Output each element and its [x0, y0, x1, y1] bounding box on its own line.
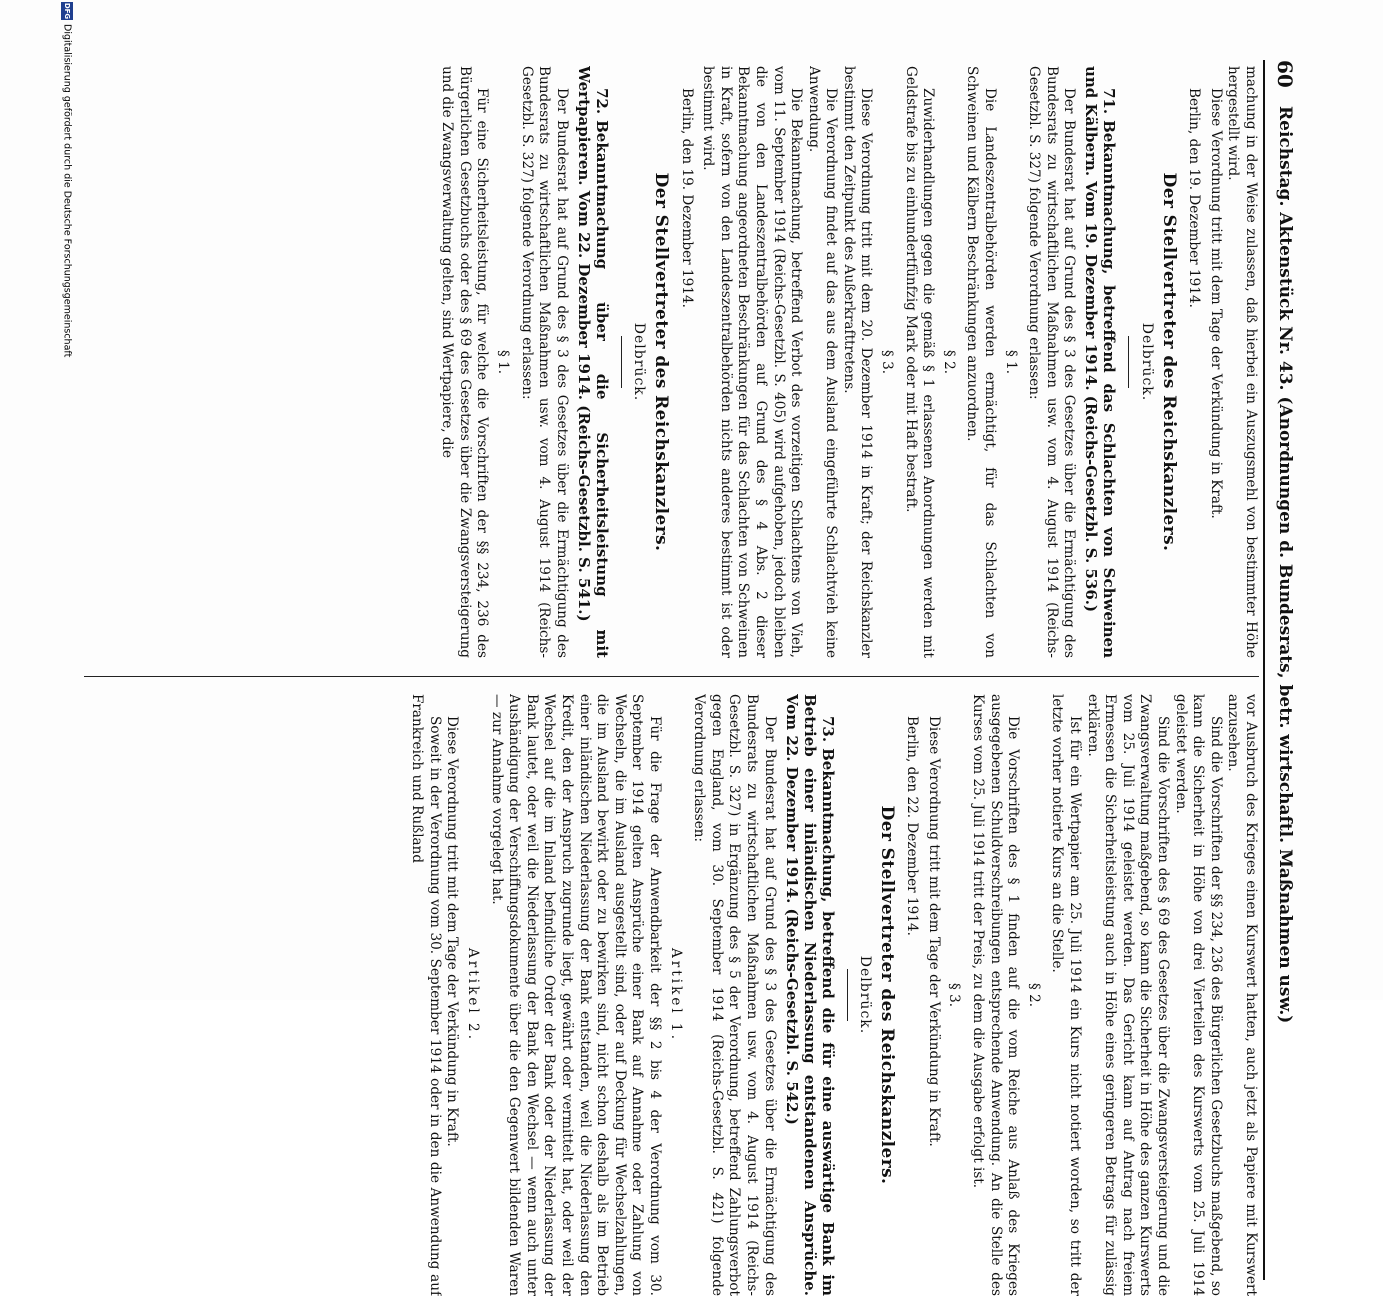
digitization-credit	[61, 2, 73, 1002]
paragraph: Die Bekanntmachung, betreffend Verbot des vorzeitigen Schlachtens von Vieh, vom 11. September 1914 (Reichs-Gesetzbl. S. 405) wird aufgehoben, jedoch bleiben die von den Landeszentralbehörden auf Grund des § 4 Abs. 2 dieser Bekanntmachung angeordneten Beschränkungen für das Schlachten von Schweinen in Kraft, sofern von den Landeszentralbehörden nichts anderes bestimmt ist oder bestimmt wird.	[700, 66, 805, 658]
page-header-title: Reichstag. Aktenstück Nr. 43. (Anordnungen d. Bundesrats, betr. wirtschaftl. Maßnahmen usw.)	[1275, 106, 1295, 1024]
announcement-number: 72.	[592, 88, 611, 115]
announcement-title: Bekanntmachung über die Sicherheitsleistung mit Wertpapieren. Vom 22. Dezember 1914. (Reichs-Gesetzbl. S. 541.)	[574, 66, 611, 658]
signature-name: Delbrück.	[1139, 322, 1156, 402]
left-column	[79, 66, 1259, 658]
paragraph: Die Vorschriften des § 1 finden auf die vom Reiche aus Anlaß des Krieges ausgegebenen Schuldverschreibungen entsprechende Anwendung. An die Stelle des Kurses vom 25. Juli 1914 tritt der Preis, zu dem die Ausgabe erfolgt ist.	[970, 694, 1022, 1296]
section-number: § 1.	[495, 349, 511, 375]
paragraph: Sind die Vorschriften der §§ 234, 236 des Bürgerlichen Gesetzbuchs maßgebend, so kann die Sicherheit in Höhe von drei Vierteilen des Kurswerts vom 25. Juli 1914 geleistet werden.	[1172, 694, 1224, 1296]
paragraph: Diese Verordnung tritt mit dem Tage der Verkündung in Kraft.	[1207, 88, 1224, 519]
paragraph: Für die Frage der Anwendbarkeit der §§ 2 bis 4 der Verordnung vom 30. September 1914 gelten Ansprüche einer Bank auf Annahme oder Zahlung von Wechseln, die im Ausland ausgestellt sind, oder auf Deckung für Wechselzahlungen, die im Ausland bewirkt oder zu bewirken sind, nicht schon deshalb als im Betrieb einer inländischen Niederlassung der Bank entstanden, weil die Niederlassung den Kredit, den der Anspruch zugrunde liegt, gewährt oder vermittelt hat, oder weil der Wechsel auf die im Inland befindliche Order der Bank oder der Niederlassung der Bank lautet, oder weil die Niederlassung der Bank den Wechsel — wenn auch unter Aushändigung der Verschiffungsdokumente über die den Gegenwert bildenden Waren — zur Annahme vorgelegt hat.	[488, 694, 663, 1296]
paragraph: Der Bundesrat hat auf Grund des § 3 des Gesetzes über die Ermächtigung des Bundesrats zu wirtschaftlichen Maßnahmen usw. vom 4. August 1914 (Reichs-Gesetzbl. S. 327) folgende Verordnung erlassen:	[518, 66, 570, 658]
paragraph: vor Ausbruch des Krieges einen Kurswert hatten, auch jetzt als Papiere mit Kurswert anzusehen.	[1225, 694, 1259, 1296]
section-number: § 3.	[946, 982, 963, 1008]
announcement-heading-72	[575, 66, 611, 658]
date-line: Berlin, den 19. Dezember 1914.	[678, 88, 695, 308]
page-header	[1263, 60, 1303, 1280]
signature-title: Der Stellvertreter des Reichskanzlers.	[1158, 172, 1179, 552]
announcement-title: Bekanntmachung, betreffend die für eine auswärtige Bank im Betrieb einer inländischen Niederlassung entstandenen Ansprüche. Vom 22. Dezember 1914. (Reichs-Gesetzbl. S. 542.)	[782, 694, 837, 1296]
paragraph: Soweit in der Verordnung vom 30. September 1914 oder in den die Anwendung auf Frankreich und Rußland	[409, 694, 443, 1296]
signature-name: Delbrück.	[631, 322, 648, 402]
paragraph: Der Bundesrat hat auf Grund des § 3 des Gesetzes über die Ermächtigung des Bundesrats zu wirtschaftlichen Maßnahmen usw. vom 4. August 1914 (Reichs-Gesetzbl. S. 327) in Ergänzung des § 5 der Verordnung, betreffend Zahlungsverbot gegen England, vom 30. September 1914 (Reichs-Gesetzbl. S. 421) folgende Verordnung erlassen:	[691, 694, 778, 1296]
announcement-number: 73.	[818, 716, 837, 743]
announcement-number: 71.	[1100, 88, 1119, 115]
signature-title: Der Stellvertreter des Reichskanzlers.	[876, 805, 897, 1185]
section-number: § 2.	[1025, 982, 1042, 1008]
paragraph: Zuwiderhandlungen gegen die gemäß § 1 erlassenen Anordnungen werden mit Geldstrafe bis zu einhundertfünfzig Mark oder mit Haft bestraft.	[902, 66, 937, 658]
section-number: § 2.	[940, 349, 957, 375]
paragraph: machung in der Weise zulassen, daß hierbei ein Auszugsmehl von bestimmter Höhe hergestellt wird.	[1225, 66, 1259, 658]
paragraph: Diese Verordnung tritt mit dem Tage der Verkündung in Kraft.	[925, 716, 942, 1147]
section-number: § 1.	[1002, 349, 1019, 375]
paragraph: Sind die Vorschriften des § 69 des Gesetzes über die Zwangsversteigerung und die Zwangsverwaltung maßgebend, so kann die Sicherheit in Höhe des ganzen Kurswerts vom 25. Juli 1914 geleistet werden. Das Gericht kann auf Antrag nach freiem Ermessen die Sicherheitsleistung auch in Höhe eines geringeren Betrags für zulässig erklären.	[1084, 694, 1172, 1296]
credit-text: Digitalisierung gefördert durch die Deutsche Forschungsgemeinschaft	[61, 24, 73, 358]
section-divider	[1128, 336, 1129, 388]
announcement-heading-71	[1082, 66, 1118, 658]
article-number: Artikel 2.	[465, 947, 482, 1043]
paragraph: Die Landeszentralbehörden werden ermächtigt, für das Schlachten von Schweinen und Kälbern Beschränkungen anzuordnen.	[964, 66, 999, 658]
paragraph: Für eine Sicherheitsleistung, für welche die Vorschriften der §§ 234, 236 des Bürgerlichen Gesetzbuchs oder des § 69 des Gesetzes über die Zwangsversteigerung und die Zwangsverwaltung gelten, sind Wertpapiere, die	[439, 66, 491, 658]
paragraph: Der Bundesrat hat auf Grund des § 3 des Gesetzes über die Ermächtigung des Bundesrats zu wirtschaftlichen Maßnahmen usw. vom 4. August 1914 (Reichs-Gesetzbl. S. 327) folgende Verordnung erlassen:	[1026, 66, 1078, 658]
paragraph: Diese Verordnung tritt mit dem 20. Dezember 1914 in Kraft; der Reichskanzler bestimmt den Zeitpunkt des Außerkrafttretens.	[840, 66, 875, 658]
article-number: Artikel 1.	[667, 947, 684, 1043]
right-column	[79, 694, 1259, 1296]
date-line: Berlin, den 19. Dezember 1914.	[1186, 88, 1203, 308]
paragraph: Ist für ein Wertpapier am 25. Juli 1914 ein Kurs nicht notiert worden, so tritt der letzte vorher notierte Kurs an die Stelle.	[1049, 694, 1084, 1296]
signature-name: Delbrück.	[857, 955, 874, 1035]
column-divider	[84, 676, 1259, 677]
dfg-logo: DFG	[63, 2, 71, 20]
section-number: § 3.	[879, 349, 896, 375]
signature-title: Der Stellvertreter des Reichskanzlers.	[650, 172, 671, 552]
paragraph: Die Verordnung findet auf das aus dem Ausland eingeführte Schlachtvieh keine Anwendung.	[805, 66, 840, 658]
page-number: 60	[1273, 60, 1297, 88]
paragraph: Diese Verordnung tritt mit dem Tage der Verkündung in Kraft.	[444, 716, 461, 1147]
section-divider	[621, 336, 622, 388]
announcement-title: Bekanntmachung, betreffend das Schlachten von Schweinen und Kälbern. Vom 19. Dezember 1914. (Reichs-Gesetzbl. S. 536.)	[1082, 66, 1119, 658]
section-divider	[847, 969, 848, 1021]
date-line: Berlin, den 22. Dezember 1914.	[904, 716, 921, 936]
announcement-heading-73	[783, 694, 837, 1296]
